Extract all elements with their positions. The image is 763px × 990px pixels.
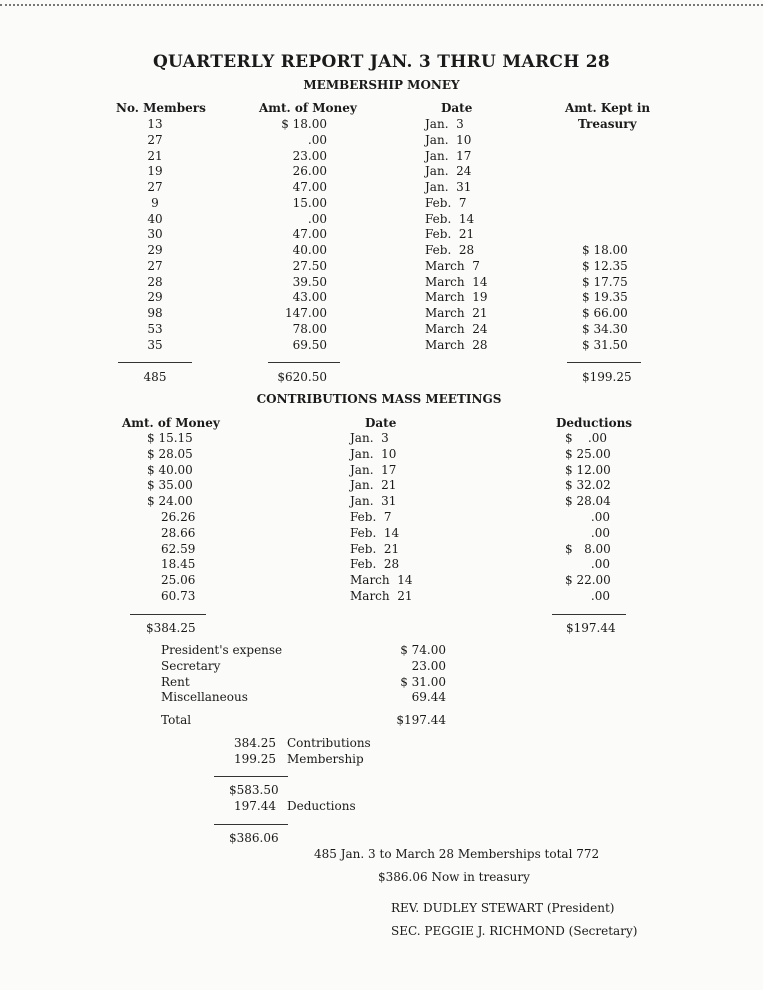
membership-cell-members: 29 <box>147 290 163 305</box>
contributions-cell-deduction: .00 <box>590 525 610 540</box>
contributions-cell-money: 26.26 <box>161 510 196 524</box>
membership-cell-kept: $ 18.00 <box>582 243 628 257</box>
expense-label: Secretary <box>161 658 221 673</box>
membership-cell-date: March 19 <box>425 290 488 305</box>
summary-contributions-label: Contributions <box>287 736 371 750</box>
contributions-cell-deduction: $ 25.00 <box>565 446 611 461</box>
contributions-cell-money: $ 40.00 <box>147 462 193 477</box>
summary-rule-1 <box>214 776 288 777</box>
contributions-cell-date: Feb. 21 <box>350 541 400 556</box>
secretary-signature: SEC. PEGGIE J. RICHMOND (Secretary) <box>391 924 638 938</box>
contributions-header-deductions: Deductions <box>556 416 633 430</box>
membership-cell-date: Jan. 17 <box>425 148 472 163</box>
contributions-cell-money: $ 15.15 <box>147 431 193 445</box>
membership-cell-kept: $ 19.35 <box>582 290 628 305</box>
contributions-cell-money: 62.59 <box>161 541 196 556</box>
contributions-cell-money: $ 28.05 <box>147 446 193 461</box>
membership-cell-members: 27 <box>147 132 163 147</box>
memberships-note: 485 Jan. 3 to March 28 Memberships total 772 <box>314 847 600 861</box>
membership-cell-kept: $ 34.30 <box>582 321 628 336</box>
membership-cell-money: 69.50 <box>292 337 327 352</box>
membership-cell-money: 15.00 <box>292 195 327 210</box>
membership-cell-date: Feb. 7 <box>425 195 467 210</box>
contributions-cell-money: 28.66 <box>161 525 196 540</box>
membership-cell-money: 40.00 <box>292 243 327 257</box>
contributions-cell-money: $ 24.00 <box>147 494 193 509</box>
expense-label: President's expense <box>161 643 283 657</box>
membership-cell-date: March 7 <box>425 258 480 273</box>
contributions-cell-date: Jan. 3 <box>350 431 389 445</box>
contributions-cell-date: March 21 <box>350 589 413 603</box>
contributions-cell-date: Jan. 31 <box>350 494 397 509</box>
contributions-cell-money: 60.73 <box>161 589 196 603</box>
membership-cell-money: $ 18.00 <box>281 117 327 131</box>
membership-cell-money: 26.00 <box>292 164 327 179</box>
expense-label: Rent <box>161 674 190 689</box>
contributions-cell-date: Feb. 28 <box>350 557 400 572</box>
summary-rule-2 <box>214 824 288 825</box>
membership-cell-date: Jan. 3 <box>425 117 464 131</box>
contributions-rule-money <box>130 614 206 615</box>
membership-cell-members: 21 <box>147 148 163 163</box>
membership-rule-money <box>268 362 340 363</box>
membership-header-money: Amt. of Money <box>259 101 357 115</box>
membership-cell-date: March 14 <box>425 274 488 289</box>
report-title: QUARTERLY REPORT JAN. 3 THRU MARCH 28 <box>152 52 611 72</box>
contributions-total-deductions: $197.44 <box>566 621 616 635</box>
membership-total-money: $620.50 <box>277 370 327 384</box>
contributions-cell-money: 25.06 <box>161 573 196 588</box>
summary-deductions-amount: 197.44 <box>234 799 276 813</box>
membership-cell-members: 13 <box>147 117 163 131</box>
expense-label: Miscellaneous <box>161 690 248 705</box>
expense-amount: $ 31.00 <box>400 674 446 689</box>
contributions-cell-deduction: $ 22.00 <box>565 573 611 588</box>
membership-cell-money: 47.00 <box>292 180 327 194</box>
contributions-cell-money: $ 35.00 <box>147 478 193 493</box>
membership-heading: MEMBERSHIP MONEY <box>303 78 460 92</box>
contributions-cell-deduction: $ 8.00 <box>565 541 611 556</box>
membership-cell-money: 43.00 <box>292 290 327 305</box>
contributions-rule-deductions <box>552 614 626 615</box>
membership-header-date: Date <box>441 101 473 115</box>
membership-cell-date: Feb. 21 <box>425 227 475 242</box>
membership-cell-date: March 24 <box>425 321 488 336</box>
contributions-cell-deduction: $ .00 <box>565 431 607 445</box>
contributions-cell-deduction: .00 <box>590 557 610 572</box>
contributions-header-date: Date <box>365 416 397 430</box>
summary-membership-amount: 199.25 <box>234 752 276 766</box>
contributions-cell-deduction: .00 <box>590 510 610 524</box>
summary-deductions-label: Deductions <box>287 799 356 813</box>
summary-membership-label: Membership <box>287 752 364 766</box>
expense-amount: $ 74.00 <box>400 643 446 657</box>
membership-header-members: No. Members <box>116 101 206 115</box>
membership-header-kept: Amt. Kept in <box>565 101 651 115</box>
summary-final: $386.06 <box>229 831 279 845</box>
contributions-cell-deduction: $ 12.00 <box>565 462 611 477</box>
contributions-cell-deduction: $ 28.04 <box>565 494 611 509</box>
membership-cell-members: 9 <box>151 195 159 210</box>
membership-cell-members: 27 <box>147 258 163 273</box>
contributions-cell-date: Feb. 14 <box>350 525 400 540</box>
membership-cell-money: 147.00 <box>285 306 327 320</box>
membership-cell-money: 23.00 <box>292 148 327 163</box>
membership-cell-members: 35 <box>147 337 163 352</box>
membership-rule-kept <box>567 362 641 363</box>
summary-subtotal: $583.50 <box>229 783 279 797</box>
expenses-total-label: Total <box>161 713 192 727</box>
membership-cell-money: 78.00 <box>292 321 327 336</box>
contributions-cell-date: Feb. 7 <box>350 510 392 524</box>
membership-cell-members: 29 <box>147 243 163 257</box>
contributions-cell-deduction: .00 <box>590 589 610 603</box>
membership-cell-money: .00 <box>307 211 327 226</box>
contributions-cell-deduction: $ 32.02 <box>565 478 611 493</box>
membership-cell-date: Jan. 24 <box>425 164 472 179</box>
membership-cell-money: 39.50 <box>292 274 327 289</box>
membership-cell-kept: $ 12.35 <box>582 258 628 273</box>
membership-cell-date: March 21 <box>425 306 488 320</box>
membership-total-kept: $199.25 <box>582 370 632 384</box>
membership-cell-members: 98 <box>147 306 163 320</box>
membership-cell-kept: $ 17.75 <box>582 274 628 289</box>
membership-cell-money: .00 <box>307 132 327 147</box>
page-top-border <box>0 4 763 6</box>
summary-contributions-amount: 384.25 <box>234 736 276 750</box>
membership-cell-date: March 28 <box>425 337 488 352</box>
membership-cell-members: 27 <box>147 180 163 194</box>
membership-total-members: 485 <box>143 370 167 384</box>
membership-cell-money: 27.50 <box>292 258 327 273</box>
membership-cell-members: 53 <box>147 321 163 336</box>
contributions-cell-date: Jan. 10 <box>350 446 397 461</box>
membership-cell-date: Feb. 28 <box>425 243 475 257</box>
president-signature: REV. DUDLEY STEWART (President) <box>391 901 615 915</box>
contributions-heading: CONTRIBUTIONS MASS MEETINGS <box>256 392 502 406</box>
membership-cell-kept: $ 66.00 <box>582 306 628 320</box>
expense-amount: 23.00 <box>411 658 446 673</box>
contributions-header-money: Amt. of Money <box>122 416 220 430</box>
membership-cell-kept: $ 31.50 <box>582 337 628 352</box>
membership-header-kept: Treasury <box>578 117 637 131</box>
membership-cell-date: Jan. 31 <box>425 180 472 194</box>
membership-cell-members: 30 <box>147 227 163 242</box>
contributions-cell-date: March 14 <box>350 573 413 588</box>
membership-cell-money: 47.00 <box>292 227 327 242</box>
membership-rule-members <box>118 362 192 363</box>
contributions-total-money: $384.25 <box>146 621 196 635</box>
treasury-note: $386.06 Now in treasury <box>378 870 530 884</box>
membership-cell-members: 19 <box>147 164 163 179</box>
membership-cell-members: 40 <box>147 211 163 226</box>
membership-cell-date: Feb. 14 <box>425 211 475 226</box>
expense-amount: 69.44 <box>411 690 446 705</box>
membership-cell-date: Jan. 10 <box>425 132 472 147</box>
contributions-cell-money: 18.45 <box>161 557 196 572</box>
contributions-cell-date: Jan. 21 <box>350 478 397 493</box>
contributions-cell-date: Jan. 17 <box>350 462 397 477</box>
membership-cell-members: 28 <box>147 274 163 289</box>
expenses-total-amount: $197.44 <box>396 713 446 727</box>
